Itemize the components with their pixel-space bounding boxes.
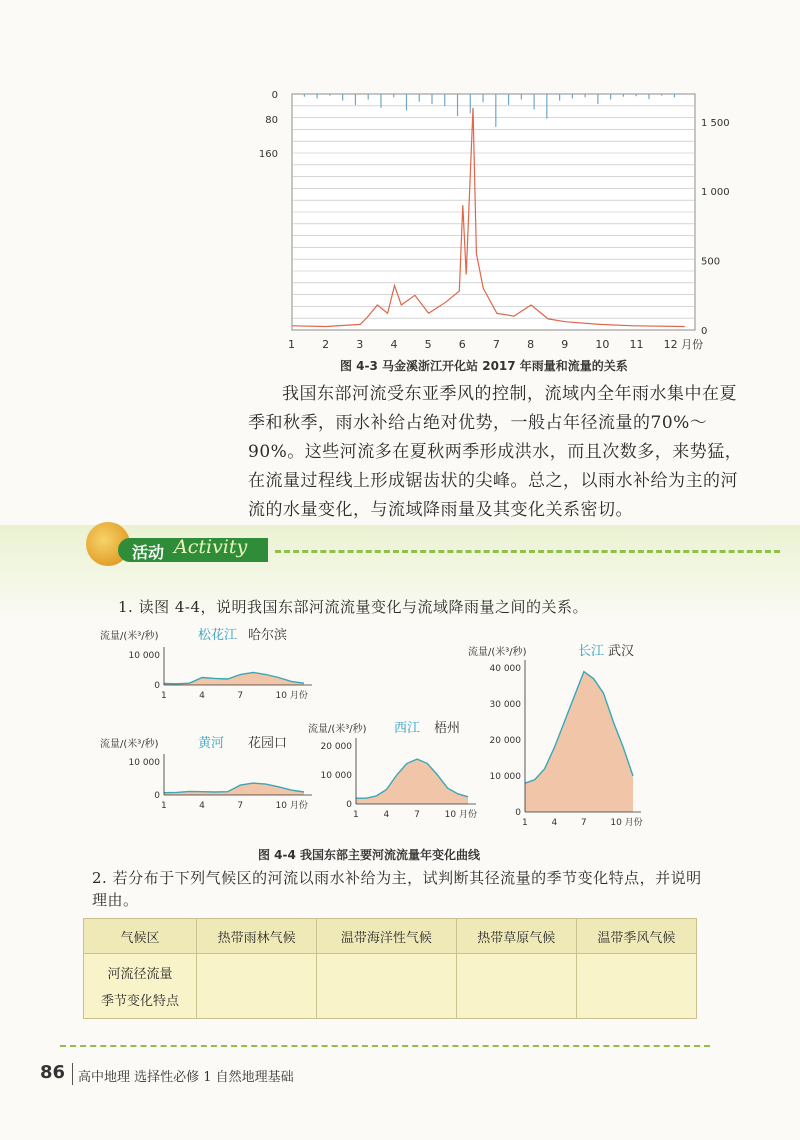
body-paragraph: [248, 380, 748, 525]
river-chart-3: [468, 643, 643, 828]
y-tick-label: 40 000: [489, 664, 521, 674]
x-tick-label: 1: [161, 691, 167, 701]
y-axis-label: 流量/(米³/秒): [100, 739, 159, 750]
activity-label-cn: 活动: [132, 543, 165, 562]
left-tick-label: 0: [271, 90, 278, 101]
footer-separator: [72, 1063, 73, 1085]
x-tick-label: 12 月份: [663, 338, 704, 351]
question-1: 1. 读图 4-4，说明我国东部河流流量变化与流域降雨量之间的关系。: [118, 598, 589, 616]
y-tick-label: 30 000: [489, 700, 521, 710]
x-tick-label: 2: [322, 338, 330, 351]
y-tick-label: 10 000: [128, 651, 160, 661]
left-tick-label: 160: [258, 149, 278, 160]
station-name: 梧州: [434, 721, 461, 736]
river-name: 松花江: [198, 628, 238, 643]
x-tick-label: 8: [527, 338, 535, 351]
y-tick-label: 0: [154, 791, 160, 801]
area-fill: [525, 672, 633, 812]
x-tick-label: 5: [424, 338, 432, 351]
figure-4-4-caption: 图 4-4 我国东部主要河流流量年变化曲线: [258, 848, 481, 862]
y-tick-label: 0: [515, 808, 521, 818]
grid-lines: [292, 94, 695, 330]
y-axis-label: 流量/(米³/秒): [308, 724, 367, 735]
climate-table: [83, 918, 697, 1019]
x-tick-label: 7: [580, 818, 587, 828]
x-tick-label: 4: [199, 801, 205, 811]
x-tick-label: 1: [353, 810, 359, 820]
footer-divider: [60, 1045, 710, 1047]
table-cell[interactable]: [456, 954, 576, 1019]
table-header: 热带雨林气候: [197, 919, 317, 954]
x-tick-label: 7: [237, 801, 244, 811]
y-tick-label: 0: [346, 800, 352, 810]
x-tick-label: 9: [561, 338, 569, 351]
left-tick-label: 80: [265, 115, 278, 126]
right-tick-label: 1 000: [701, 187, 730, 199]
river-name: 长江: [578, 644, 605, 659]
x-tick-label: 11: [629, 338, 644, 351]
table-row: [84, 954, 697, 1019]
activity-tab: [118, 538, 268, 562]
y-axis-label: 流量/(米³/秒): [100, 631, 159, 642]
x-tick-label: 7: [237, 691, 244, 701]
table-cell[interactable]: [197, 954, 317, 1019]
river-chart-2: [308, 720, 477, 820]
x-tick-label: 4: [199, 691, 205, 701]
table-header: 气候区: [84, 919, 197, 954]
activity-divider: [275, 550, 780, 553]
question-2: 2. 若分布于下列气候区的河流以雨水补给为主，试判断其径流量的季节变化特点，并说明理由。: [92, 869, 702, 909]
left-tick-labels: [259, 90, 278, 160]
station-name: 哈尔滨: [248, 628, 288, 643]
figure-4-4-charts: [100, 625, 700, 840]
x-tick-label: 1: [288, 338, 295, 351]
footer-text: 高中地理 选择性必修 1 自然地理基础: [78, 1070, 294, 1085]
x-tick-label: 1: [522, 818, 528, 828]
station-name: 武汉: [608, 644, 635, 659]
right-tick-label: 1 500: [701, 117, 730, 129]
y-tick-label: 20 000: [489, 736, 521, 746]
river-chart-0: [100, 627, 312, 701]
x-tick-label: 7: [492, 338, 500, 351]
row-label-line-1: 河流径流量: [107, 967, 173, 982]
x-tick-label: 10 月份: [275, 691, 308, 701]
river-name: 黄河: [198, 736, 225, 751]
x-tick-label: 3: [356, 338, 364, 351]
table-header: 温带季风气候: [576, 919, 696, 954]
figure-4-3-caption: 图 4-3 马金溪浙江开化站 2017 年雨量和流量的关系: [340, 359, 628, 373]
x-tick-labels: [288, 338, 703, 351]
table-header: 热带草原气候: [456, 919, 576, 954]
right-tick-label: 0: [701, 326, 708, 337]
figure-4-3-chart: [240, 82, 760, 380]
x-tick-label: 4: [551, 818, 558, 828]
y-axis-label: 流量/(米³/秒): [468, 647, 527, 658]
paragraph-text: 我国东部河流受东亚季风的控制，流域内全年雨水集中在夏季和秋季，雨水补给占绝对优势，一般占年径流量的70%～90%。这些河流多在夏秋两季形成洪水，而且次数多，来势猛，在流量过程线上形成锯齿状的尖峰。总之，以雨水补给为主的河流的水量变化，与流域降雨量及其变化关系密切。: [248, 384, 743, 520]
right-tick-labels: [701, 118, 730, 337]
x-tick-label: 10: [595, 338, 610, 351]
table-cell[interactable]: [317, 954, 456, 1019]
table-cell[interactable]: [576, 954, 696, 1019]
y-tick-label: 20 000: [320, 742, 352, 752]
x-tick-label: 4: [390, 338, 398, 351]
table-header-row: [84, 919, 697, 954]
page-number: 86: [40, 1062, 66, 1083]
station-name: 花园口: [248, 736, 288, 751]
x-tick-label: 6: [458, 338, 466, 351]
y-tick-label: 10 000: [128, 758, 160, 768]
x-tick-label: 7: [414, 810, 420, 820]
x-tick-label: 10 月份: [275, 801, 308, 811]
activity-label-en: Activity: [174, 536, 248, 558]
x-tick-label: 1: [161, 801, 167, 811]
y-tick-label: 10 000: [489, 772, 521, 782]
x-tick-label: 10 月份: [444, 810, 477, 820]
x-tick-label: 10 月份: [610, 818, 643, 828]
x-tick-label: 4: [383, 810, 390, 820]
table-header: 温带海洋性气候: [317, 919, 456, 954]
row-label-line-2: 季节变化特点: [100, 994, 179, 1009]
y-tick-label: 0: [154, 681, 160, 691]
right-tick-label: 500: [701, 256, 721, 268]
y-tick-label: 10 000: [320, 771, 352, 781]
river-name: 西江: [394, 721, 421, 736]
river-chart-1: [100, 736, 312, 811]
row-label: [84, 954, 197, 1019]
